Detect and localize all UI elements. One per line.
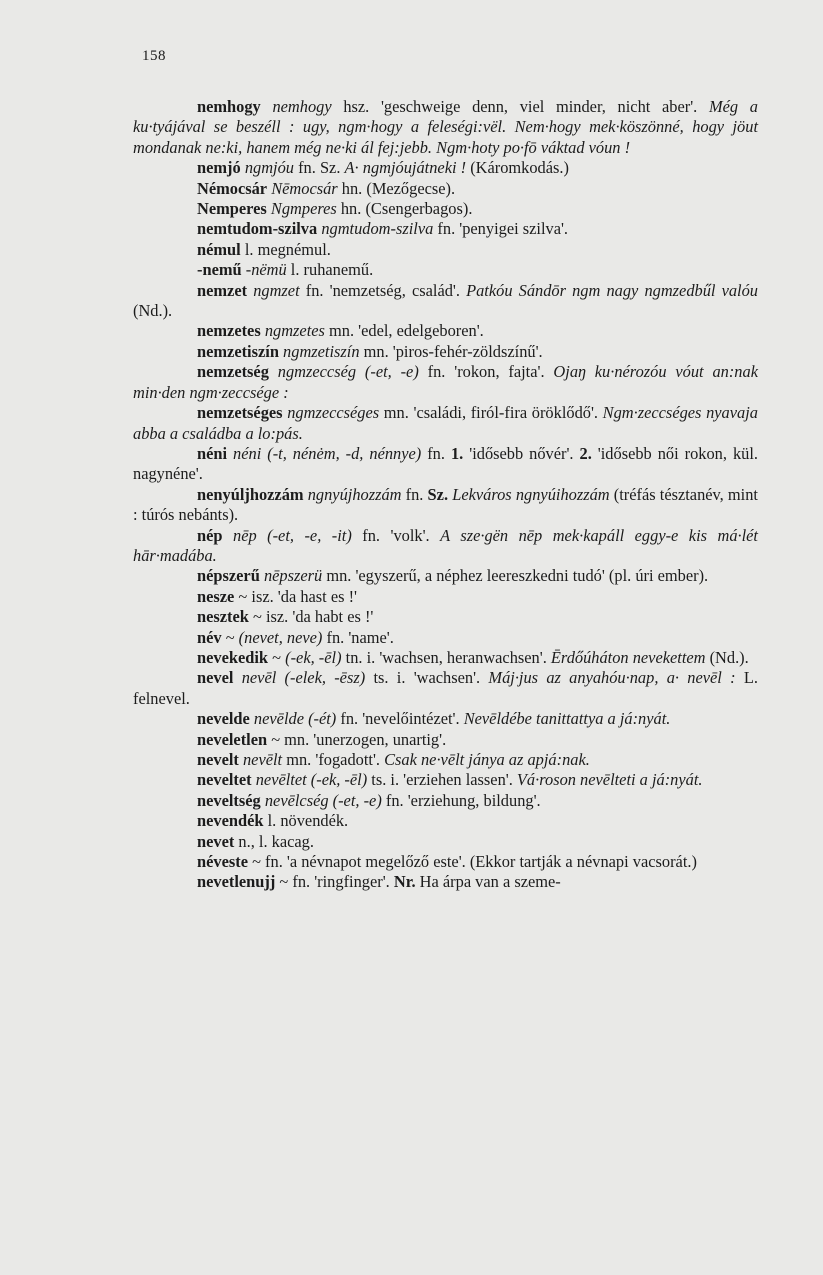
dialect-form: Csak ne·vēlt jánya az apjá:nak. — [384, 750, 590, 769]
entry-text: ~ — [268, 647, 286, 667]
entry-text: (Nd.). — [133, 301, 173, 321]
entry-headword: nesze — [197, 586, 235, 606]
dictionary-entry — [133, 811, 758, 831]
entry-text: fn. 'volk'. — [351, 525, 441, 545]
page-number: 158 — [142, 48, 166, 64]
entry-headword: nenyúljhozzám — [197, 484, 304, 504]
entry-headword: nemzetes — [197, 321, 261, 341]
dialect-form: nevēlde (-ét) — [253, 709, 337, 729]
entry-text: fn. — [421, 443, 451, 463]
dialect-form: ngmzeccséges — [287, 403, 380, 423]
dictionary-entry — [133, 648, 758, 668]
entry-headword: nesztek — [197, 607, 249, 627]
dialect-form: Máj·jus az anyahóu·nap, a· nevēl : — [488, 668, 736, 688]
entry-headword: nemhogy — [197, 97, 261, 116]
dialect-form: nevēlcség (-et, -e) — [264, 790, 382, 810]
entry-headword: néni — [197, 443, 228, 463]
entry-headword: nevekedik — [197, 647, 269, 667]
dialect-form: nevēlt — [242, 750, 283, 769]
entry-headword: nemzetség — [197, 362, 269, 382]
dictionary-entry — [133, 199, 758, 219]
entry-text: n., l. kacag. — [234, 831, 314, 851]
dialect-form: A· ngmjóujátneki ! — [344, 158, 467, 178]
dialect-form: nēp (-et, -e, -it) — [233, 525, 352, 545]
entry-headword: nemzetséges — [197, 403, 283, 423]
dictionary-entry — [133, 607, 758, 627]
dictionary-column — [133, 97, 758, 893]
dialect-form: ngmzeccség (-et, -e) — [277, 362, 419, 382]
entry-text: l. ruhanemű. — [286, 260, 374, 280]
sense-marker: Sz. — [427, 484, 449, 504]
dictionary-entry — [133, 709, 758, 729]
dictionary-entry — [133, 526, 758, 567]
entry-text: (tréfás tésztanév, mint : túrós nebánts). — [133, 484, 758, 525]
entry-text: hn. (Csengerbagos). — [336, 199, 473, 219]
dialect-form: Ērdőúháton nevekettem — [550, 647, 706, 667]
entry-text — [233, 668, 241, 687]
dictionary-entry — [133, 730, 758, 750]
entry-headword: neveletlen — [197, 729, 268, 749]
dialect-form: nevēl (-elek, -ēsz) — [241, 668, 366, 688]
dialect-form: ngmjóu — [244, 158, 294, 178]
entry-headword: neveltet — [197, 770, 252, 790]
dictionary-entry — [133, 444, 758, 485]
entry-text: ~ — [221, 627, 239, 647]
entry-text: mn. 'fogadott'. — [282, 750, 385, 769]
entry-headword: némul — [197, 239, 241, 259]
dialect-form: Nevēldébe tanittattya a já:nyát. — [463, 709, 671, 729]
entry-text: l. megnémul. — [240, 239, 331, 259]
entry-text: ts. i. 'wachsen'. — [365, 668, 489, 688]
dialect-form: nemhogy — [272, 97, 332, 116]
entry-headword: nemzet — [197, 280, 248, 300]
dictionary-entry — [133, 668, 758, 709]
entry-text: ~ mn. 'unerzogen, unartig'. — [267, 729, 447, 749]
entry-text: mn. 'piros-fehér-zöldszínű'. — [359, 341, 543, 361]
dialect-form: ngmtudom-szilva — [321, 219, 434, 239]
entry-text: fn. 'nevelőintézet'. — [336, 709, 464, 729]
dictionary-entry — [133, 750, 758, 770]
entry-text: fn. — [401, 484, 428, 504]
dialect-form: Vá·roson nevēlteti a já:nyát. — [516, 770, 703, 790]
dictionary-entry — [133, 872, 758, 892]
entry-text: 'idősebb nővér'. — [463, 443, 580, 463]
dialect-form: Ngm·zeccséges nyavaja abba a családba a lo:pás. — [133, 403, 758, 443]
entry-text: 'idősebb női rokon, kül. nagynéne'. — [133, 443, 758, 484]
dialect-form: Még a ku·tyájával se beszéll : ugy, ngm·hogy a feleségi:vël. Nem·hogy mek·köszönné, hogy jöut mondanak ne:ki, hanem még ne·ki ál fej:jebb. Ngm·hoty po·fō váktad vóun ! — [133, 97, 758, 157]
entry-text: ~ fn. 'a névnapot megelőző este'. (Ekkor tartják a névnapi vacsorát.) — [247, 852, 697, 872]
entry-text: hsz. 'geschweige denn, viel minder, nicht aber'. — [331, 97, 709, 116]
dialect-form: (nevet, neve) — [238, 627, 323, 647]
entry-text: mn. 'családi, firól-fira öröklődő'. — [379, 403, 603, 423]
dictionary-entry — [133, 587, 758, 607]
entry-headword: neveltség — [197, 790, 261, 810]
entry-text: Ha árpa van a szeme- — [415, 872, 561, 892]
entry-headword: nevelt — [197, 750, 239, 769]
entry-headword: nemtudom-szilva — [197, 219, 318, 239]
dialect-form: Nēmocsár — [271, 178, 338, 198]
entry-text: (Nd.). — [705, 647, 749, 667]
dictionary-entry — [133, 179, 758, 199]
entry-headword: nevel — [197, 668, 234, 688]
dictionary-entry — [133, 240, 758, 260]
entry-text: mn. 'edel, edelgeboren'. — [324, 321, 484, 341]
entry-text: ~ isz. 'da hast es !' — [234, 586, 357, 606]
dictionary-entry — [133, 342, 758, 362]
dictionary-entry — [133, 260, 758, 280]
entry-text: mn. 'egyszerű, a néphez leereszkedni tudó' (pl. úri ember). — [322, 566, 709, 586]
entry-headword: néveste — [197, 852, 248, 872]
entry-headword: Nemperes — [197, 199, 267, 219]
entry-headword: népszerű — [197, 566, 260, 586]
dialect-form: ngmzet — [253, 280, 300, 300]
entry-text — [223, 526, 233, 545]
dictionary-entry — [133, 321, 758, 341]
entry-headword: nemzetiszín — [197, 341, 279, 361]
dictionary-entry — [133, 281, 758, 322]
dialect-form: Patkóu Sándōr ngm nagy ngmzedbűl valóu — [466, 280, 758, 300]
dictionary-entry — [133, 770, 758, 790]
entry-text: fn. 'rokon, fajta'. — [418, 362, 554, 382]
dialect-form: (-ek, -ēl) — [285, 647, 342, 667]
sense-marker: Nr. — [393, 872, 416, 892]
dictionary-entry — [133, 219, 758, 239]
entry-headword: nevet — [197, 831, 235, 851]
dictionary-entry — [133, 158, 758, 178]
entry-text — [261, 97, 273, 116]
entry-text: tn. i. 'wachsen, heranwachsen'. — [341, 647, 551, 667]
dialect-form: -nëmü — [245, 260, 287, 280]
dictionary-entry — [133, 791, 758, 811]
entry-text: (Káromkodás.) — [466, 158, 569, 178]
dialect-form: ngnyújhozzám — [307, 484, 402, 504]
entry-headword: nevelde — [197, 709, 250, 729]
entry-text: hn. (Mezőgecse). — [337, 178, 456, 198]
entry-text: ~ fn. 'ringfinger'. — [275, 872, 394, 892]
entry-text: fn. 'erziehung, bildung'. — [381, 790, 541, 810]
dictionary-entry — [133, 485, 758, 526]
entry-text — [269, 362, 278, 381]
dictionary-entry — [133, 852, 758, 872]
entry-text: fn. Sz. — [294, 158, 345, 178]
dictionary-entry — [133, 362, 758, 403]
entry-headword: -nemű — [197, 260, 242, 280]
dialect-form: Lekváros ngnyúihozzám — [452, 484, 610, 504]
dialect-form: A sze·gën nēp mek·kapáll eggy-e kis má·lét hār·madába. — [133, 525, 758, 565]
entry-text: ts. i. 'erziehen lassen'. — [367, 770, 517, 790]
dictionary-entry — [133, 97, 758, 158]
entry-text: ~ isz. 'da habt es !' — [248, 607, 374, 627]
dialect-form: nēpszerü — [263, 566, 323, 586]
entry-headword: nevetlenujj — [197, 872, 276, 892]
entry-headword: nevendék — [197, 811, 264, 831]
dialect-form: néni (-t, nénėm, -d, nénnye) — [233, 443, 422, 463]
sense-marker: 2. — [579, 443, 592, 463]
dialect-form: ngmzetes — [264, 321, 325, 341]
entry-text: fn. 'penyigei szilva'. — [433, 219, 569, 239]
dialect-form: nevēltet (-ek, -ēl) — [255, 770, 368, 790]
dictionary-entry — [133, 566, 758, 586]
entry-headword: nemjó — [197, 158, 241, 178]
dialect-form: Ojaŋ ku·nérozóu vóut an:nak min·den ngm·zeccsége : — [133, 362, 758, 402]
dictionary-entry — [133, 403, 758, 444]
dialect-form: ngmzetiszín — [283, 341, 360, 361]
dictionary-entry — [133, 628, 758, 648]
entry-text: fn. 'nemzetség, család'. — [299, 280, 467, 300]
entry-headword: Némocsár — [197, 178, 268, 198]
entry-headword: nép — [197, 525, 223, 545]
dictionary-entry — [133, 832, 758, 852]
dialect-form: Ngmperes — [270, 199, 337, 219]
entry-headword: név — [197, 627, 222, 647]
sense-marker: 1. — [450, 443, 464, 463]
entry-text: fn. 'name'. — [322, 627, 394, 647]
entry-text: l. növendék. — [263, 811, 349, 831]
entry-text: L. felnevel. — [133, 668, 758, 708]
